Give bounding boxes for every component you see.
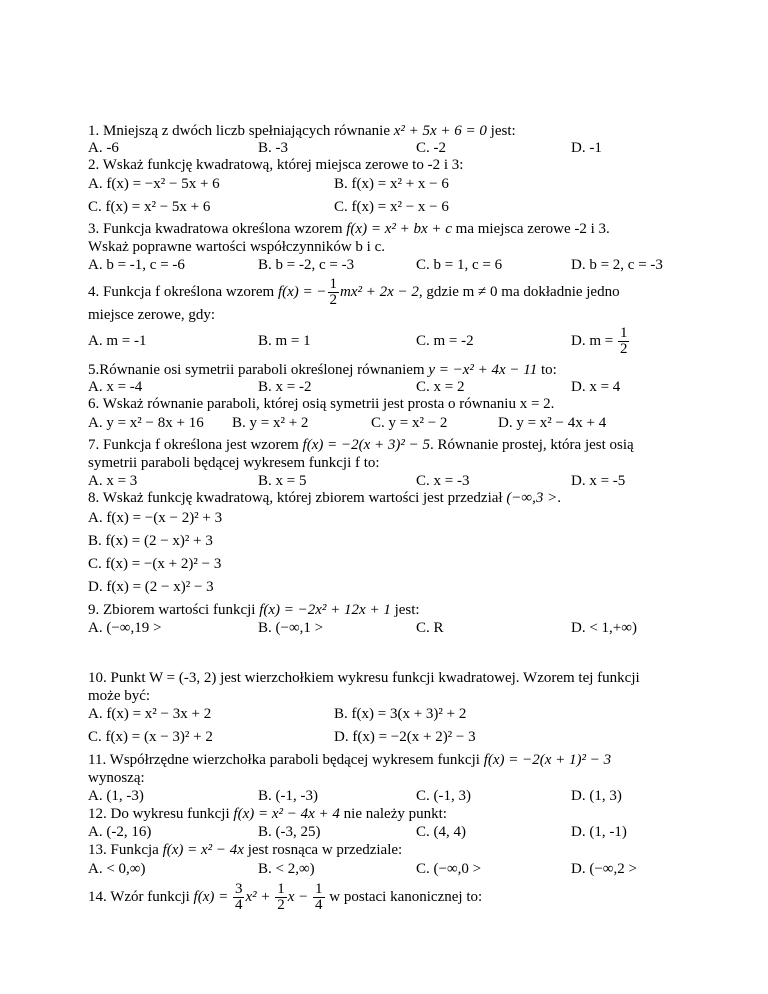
question-8: [88, 490, 561, 507]
question-13-text: 13. Funkcja: [88, 842, 159, 858]
question-14-fraction-1: [233, 882, 245, 913]
question-9-tail: jest:: [394, 602, 420, 618]
question-4-f-right: mx² + 2x − 2: [340, 284, 419, 300]
q11-option-d: D. (1, 3): [571, 788, 622, 804]
question-14-fraction-3: [313, 882, 325, 913]
q7-option-a: A. x = 3: [88, 473, 138, 489]
q5-option-a: A. x = -4: [88, 379, 143, 395]
question-3-tail: ma miejsca zerowe -2 i 3.: [455, 221, 610, 237]
question-14-text: 14. Wzór funkcji: [88, 889, 190, 905]
q3-option-d: D. b = 2, c = -3: [571, 257, 663, 273]
q4-option-b: B. m = 1: [258, 333, 311, 349]
question-14: [88, 878, 482, 916]
q6-option-c: C. y = x² − 2: [371, 415, 448, 431]
q13-option-d: D. (−∞,2 >: [571, 861, 637, 877]
q8-option-a: A. f(x) = −(x − 2)² + 3: [88, 510, 223, 526]
fraction-denominator: 4: [315, 897, 323, 914]
q4-option-c: C. m = -2: [416, 333, 474, 349]
question-7-formula: f(x) = −2(x + 3)² − 5: [302, 437, 430, 453]
question-11-text: 11. Współrzędne wierzchołka paraboli będącej wykresem funkcji: [88, 752, 480, 768]
q13-option-c: C. (−∞,0 >: [416, 861, 482, 877]
question-7: [88, 437, 634, 454]
question-11-formula: f(x) = −2(x + 1)² − 3: [483, 752, 612, 768]
q10-option-b: B. f(x) = 3(x + 3)² + 2: [334, 706, 467, 722]
q1-option-a: A. -6: [88, 140, 119, 156]
q9-option-c: C. R: [416, 620, 444, 636]
q7-option-b: B. x = 5: [258, 473, 307, 489]
q2-option-c: C. f(x) = x² − 5x + 6: [88, 199, 211, 215]
q10-option-c: C. f(x) = (x − 3)² + 2: [88, 729, 213, 745]
question-14-fraction-2: [275, 882, 287, 913]
question-4: [88, 277, 620, 308]
question-4-fraction: [328, 277, 340, 308]
question-12-text: 12. Do wykresu funkcji: [88, 806, 230, 822]
question-10: 10. Punkt W = (-3, 2) jest wierzchołkiem wykresu funkcji kwadratowej. Wzorem tej funkcji: [88, 670, 640, 686]
q11-option-a: A. (1, -3): [88, 788, 144, 804]
q6-option-b: B. y = x² + 2: [232, 415, 309, 431]
fraction-numerator: 1: [329, 276, 338, 293]
q2-option-a: A. f(x) = −x² − 5x + 6: [88, 176, 220, 192]
q10-option-a: A. f(x) = x² − 3x + 2: [88, 706, 212, 722]
q12-option-b: B. (-3, 25): [258, 824, 321, 840]
question-1-tail: jest:: [490, 123, 516, 139]
question-2: 2. Wskaż funkcję kwadratową, której miejsca zerowe to -2 i 3:: [88, 157, 464, 173]
q4-option-d-fraction: [618, 326, 630, 357]
question-12: [88, 806, 447, 823]
question-7-tail: . Równanie prostej, która jest osią: [429, 437, 634, 453]
q3-option-c: C. b = 1, c = 6: [416, 257, 503, 273]
q10-option-d: D. f(x) = −2(x + 2)² − 3: [334, 729, 476, 745]
q5-option-b: B. x = -2: [258, 379, 312, 395]
question-1: [88, 123, 516, 140]
question-5-text: 5.Równanie osi symetrii paraboli określonej równaniem: [88, 362, 425, 378]
question-14-term-1: x² +: [245, 889, 271, 905]
q4-option-d-prefix: D. m =: [571, 333, 614, 349]
question-14-f-left: f(x) =: [193, 889, 229, 905]
q6-option-d: D. y = x² − 4x + 4: [498, 415, 607, 431]
question-9: [88, 602, 420, 619]
q2-option-d: C. f(x) = x² − x − 6: [334, 199, 449, 215]
question-9-text: 9. Zbiorem wartości funkcji: [88, 602, 256, 618]
q8-option-d: D. f(x) = (2 − x)² − 3: [88, 579, 214, 595]
question-5-tail: to:: [540, 362, 557, 378]
q5-option-c: C. x = 2: [416, 379, 465, 395]
question-4-tail: , gdzie m ≠ 0 ma dokładnie jedno: [418, 284, 620, 300]
question-14-tail: w postaci kanonicznej to:: [329, 889, 483, 905]
q13-option-a: A. < 0,∞): [88, 861, 146, 877]
question-10-line2: może być:: [88, 688, 151, 704]
fraction-numerator: 3: [234, 881, 243, 898]
q6-option-a: A. y = x² − 8x + 16: [88, 415, 204, 431]
question-11: [88, 752, 611, 769]
fraction-numerator: 1: [619, 325, 628, 342]
question-13: [88, 842, 402, 859]
question-8-text: 8. Wskaż funkcję kwadratową, której zbiorem wartości jest przedział: [88, 490, 503, 506]
question-9-formula: f(x) = −2x² + 12x + 1: [259, 602, 391, 618]
q3-option-b: B. b = -2, c = -3: [258, 257, 355, 273]
question-1-text: 1. Mniejszą z dwóch liczb spełniających równanie: [88, 123, 390, 139]
question-4-text: 4. Funkcja f określona wzorem: [88, 284, 275, 300]
q4-option-d: [571, 319, 630, 363]
question-3-line2: Wskaż poprawne wartości współczynników b i c.: [88, 239, 385, 255]
question-11-line2: wynoszą:: [88, 770, 145, 786]
q3-option-a: A. b = -1, c = -6: [88, 257, 185, 273]
q13-option-b: B. < 2,∞): [258, 861, 315, 877]
question-12-tail: nie należy punkt:: [343, 806, 447, 822]
q12-option-a: A. (-2, 16): [88, 824, 152, 840]
q11-option-b: B. (-1, -3): [258, 788, 318, 804]
q1-option-b: B. -3: [258, 140, 288, 156]
question-8-formula: (−∞,3 >: [506, 490, 558, 506]
question-12-formula: f(x) = x² − 4x + 4: [233, 806, 340, 822]
q8-option-c: C. f(x) = −(x + 2)² − 3: [88, 556, 222, 572]
q8-option-b: B. f(x) = (2 − x)² + 3: [88, 533, 213, 549]
question-4-line2: miejsce zerowe, gdy:: [88, 307, 216, 323]
fraction-denominator: 2: [277, 897, 285, 914]
question-6: 6. Wskaż równanie paraboli, której osią symetrii jest prosta o równaniu x = 2.: [88, 396, 555, 412]
q9-option-a: A. (−∞,19 >: [88, 620, 162, 636]
fraction-denominator: 2: [619, 341, 628, 358]
fraction-numerator: 1: [315, 881, 323, 898]
q9-option-d: D. < 1,+∞): [571, 620, 637, 636]
fraction-denominator: 2: [329, 292, 338, 309]
question-3-formula: f(x) = x² + bx + c: [346, 221, 452, 237]
question-3-text: 3. Funkcja kwadratowa określona wzorem: [88, 221, 343, 237]
question-7-text: 7. Funkcja f określona jest wzorem: [88, 437, 299, 453]
question-8-tail: .: [557, 490, 561, 506]
question-7-line2: symetrii paraboli będącej wykresem funkcji f to:: [88, 455, 380, 471]
fraction-numerator: 1: [277, 881, 285, 898]
q7-option-c: C. x = -3: [416, 473, 470, 489]
question-5: [88, 362, 557, 379]
q1-option-d: D. -1: [571, 140, 602, 156]
fraction-denominator: 4: [234, 897, 243, 914]
q12-option-d: D. (1, -1): [571, 824, 627, 840]
question-5-formula: y = −x² + 4x − 11: [428, 362, 538, 378]
q1-option-c: C. -2: [416, 140, 446, 156]
question-3: [88, 221, 610, 238]
q2-option-b: B. f(x) = x² + x − 6: [334, 176, 449, 192]
q5-option-d: D. x = 4: [571, 379, 621, 395]
q12-option-c: C. (4, 4): [416, 824, 466, 840]
q4-option-a: A. m = -1: [88, 333, 147, 349]
question-4-f-left: f(x) = −: [277, 284, 327, 300]
question-13-formula: f(x) = x² − 4x: [162, 842, 244, 858]
q9-option-b: B. (−∞,1 >: [258, 620, 324, 636]
question-14-term-2: x −: [287, 889, 309, 905]
q11-option-c: C. (-1, 3): [416, 788, 471, 804]
question-13-tail: jest rosnąca w przedziale:: [247, 842, 403, 858]
q7-option-d: D. x = -5: [571, 473, 626, 489]
question-1-formula: x² + 5x + 6 = 0: [393, 123, 487, 139]
